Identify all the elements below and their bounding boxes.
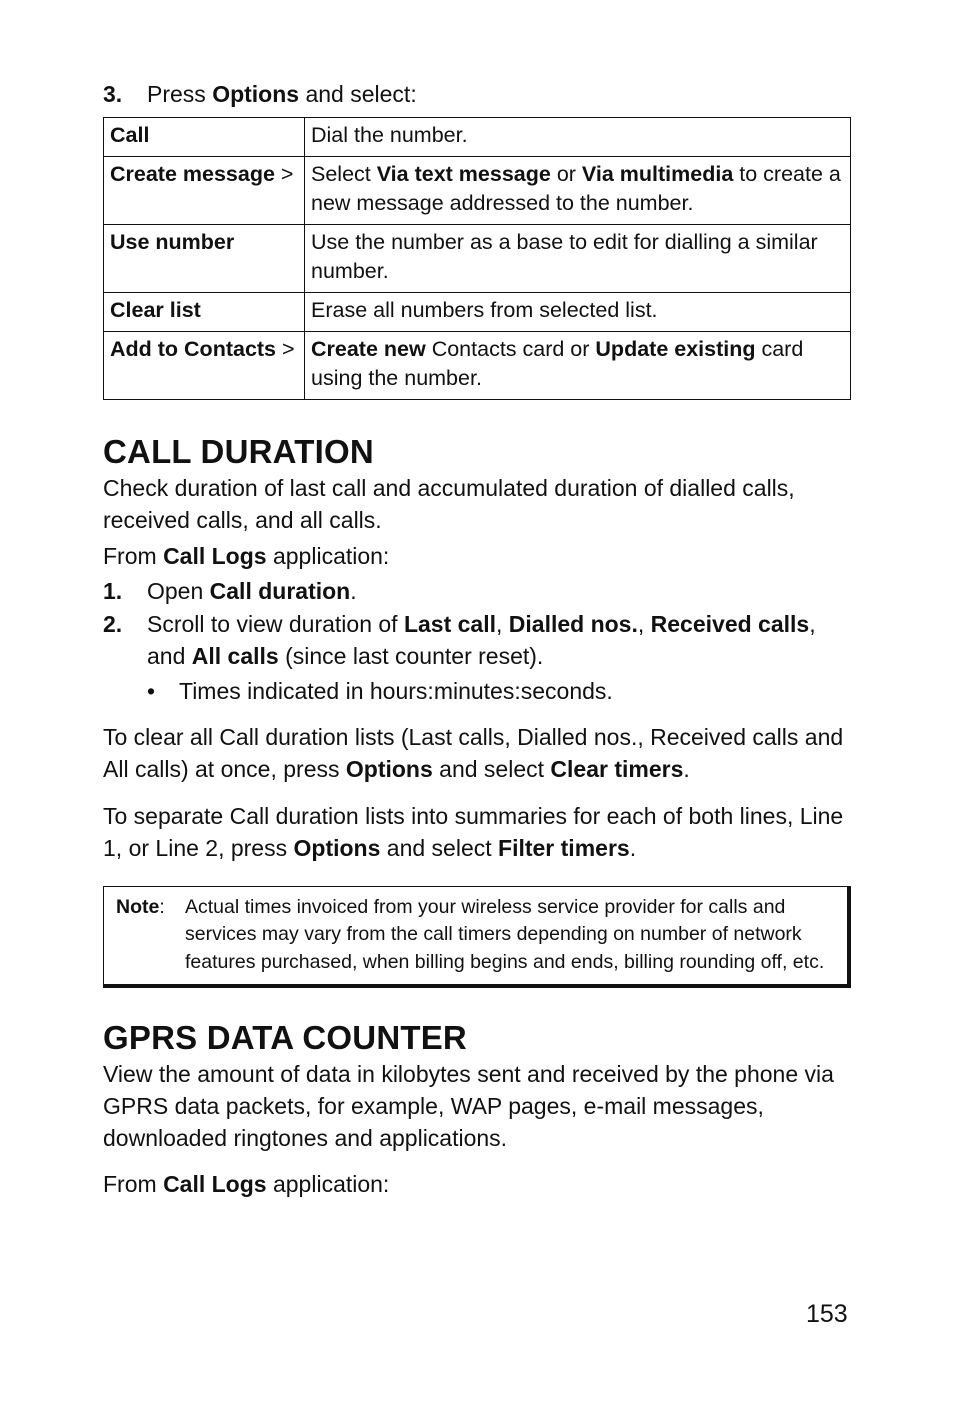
page-number: 153 (806, 1300, 848, 1328)
step-2: 2. Scroll to view duration of Last call, Dialled nos., Received calls, and All calls (since last counter reset). (103, 611, 816, 669)
filter-timers-paragraph: To separate Call duration lists into summaries for each of both lines, Line 1, or Line 2, press Options and select Filter timers. (103, 803, 844, 861)
menu-option-description: Select Via text message or Via multimedia to create a new message addressed to the number. (305, 157, 851, 225)
menu-option: Add to Contacts > (104, 332, 305, 400)
call-duration-intro: Check duration of last call and accumulated duration of dialled calls, received calls, and all calls. (103, 475, 795, 533)
menu-option: Create message > (104, 157, 305, 225)
menu-option: Call (104, 118, 305, 157)
gprs-from-call-logs: From Call Logs application: (103, 1170, 390, 1197)
table-row (104, 225, 851, 293)
options-label: Options (212, 81, 300, 107)
menu-option-description: Erase all numbers from selected list. (305, 293, 851, 332)
step-number: 3. (103, 81, 123, 107)
bullet-icon: • (147, 678, 156, 704)
gprs-intro: View the amount of data in kilobytes sent and received by the phone via GPRS data packets, for example, WAP pages, e-mail messages, downloaded ringtones and applications. (103, 1060, 834, 1151)
menu-option-description: Dial the number. (305, 118, 851, 157)
note-box (103, 886, 851, 988)
menu-option: Use number (104, 225, 305, 293)
bullet-item: • Times indicated in hours:minutes:seconds. (103, 675, 851, 707)
menu-option-description: Create new Contacts card or Update existing card using the number. (305, 332, 851, 400)
table-row (104, 157, 851, 225)
note-text: Actual times invoiced from your wireless service provider for calls and services may vary from the call timers depending on number of network features purchased, when billing begins and ends, billing rounding off, etc. (185, 896, 825, 973)
from-call-logs: From Call Logs application: (103, 543, 390, 569)
gprs-heading: GPRS DATA COUNTER (103, 1018, 467, 1056)
menu-option-description: Use the number as a base to edit for dialling a similar number. (305, 225, 851, 293)
manual-page (103, 78, 851, 1200)
call-duration-heading: CALL DURATION (103, 433, 374, 470)
note-label: Note: (116, 896, 165, 918)
step-1: 1. Open Call duration. (103, 578, 357, 604)
clear-timers-paragraph: To clear all Call duration lists (Last calls, Dialled nos., Received calls and All calls) at once, press Options and select Clear timers. (103, 724, 844, 782)
options-table (103, 117, 851, 400)
table-row (104, 332, 851, 400)
table-row (104, 118, 851, 157)
table-row (104, 293, 851, 332)
step-3: 3. Press Options and select: (103, 78, 851, 110)
menu-option: Clear list (104, 293, 305, 332)
